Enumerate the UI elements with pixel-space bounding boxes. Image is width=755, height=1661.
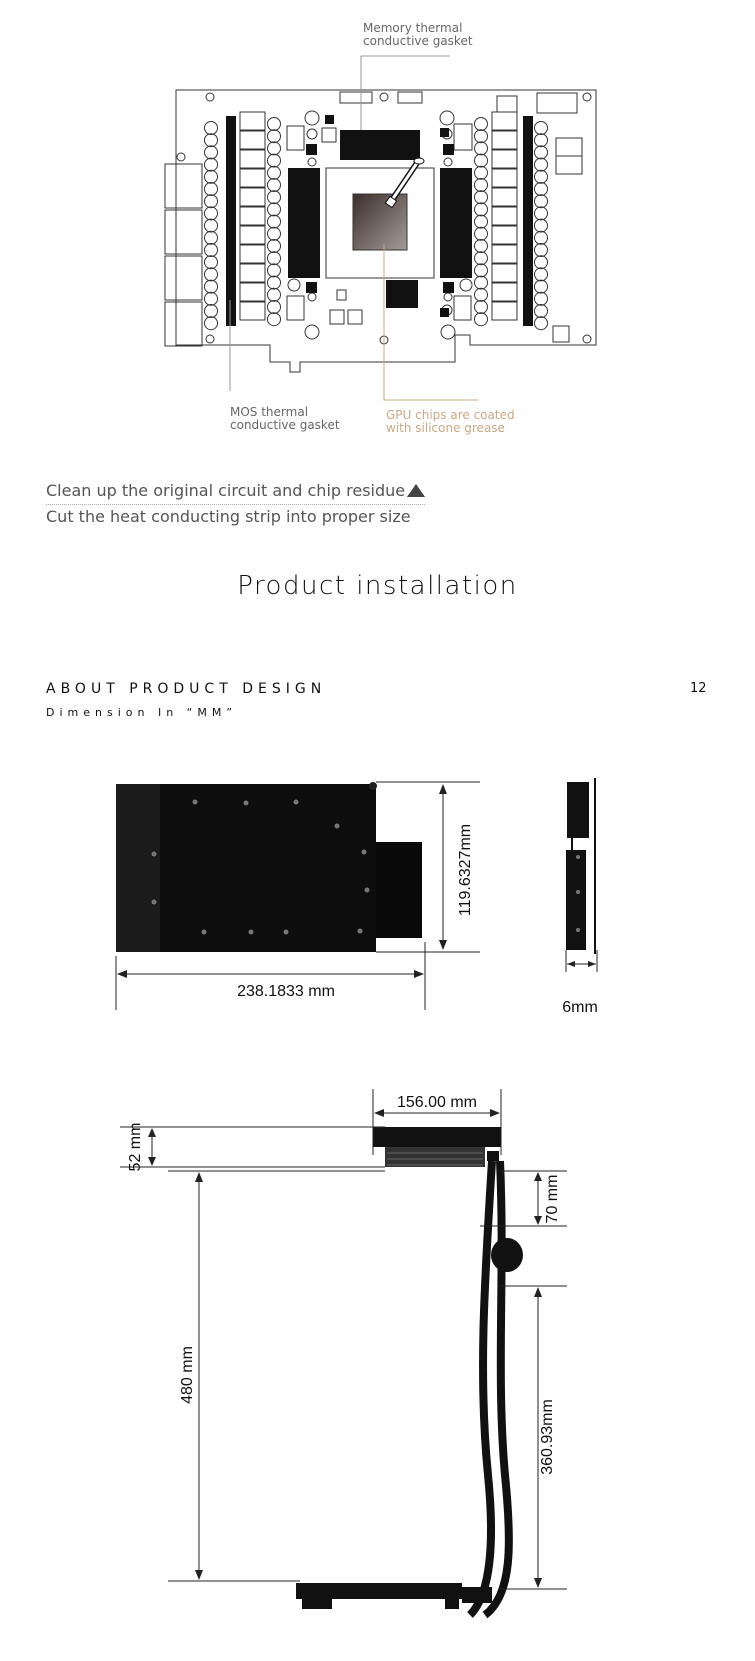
capacitor bbox=[268, 166, 281, 179]
callout-memory-line1: Memory thermal bbox=[363, 21, 463, 35]
capacitor bbox=[535, 170, 548, 183]
triangle-up-icon bbox=[407, 484, 425, 497]
right-capacitors-2 bbox=[475, 118, 488, 326]
step-1 bbox=[46, 478, 425, 505]
capacitor bbox=[268, 288, 281, 301]
callout-memory-line2: conductive gasket bbox=[363, 34, 473, 48]
capacitor bbox=[475, 203, 488, 216]
capacitor bbox=[205, 244, 218, 257]
radiator-fan bbox=[373, 1127, 501, 1147]
capacitor bbox=[475, 166, 488, 179]
dimension-drawing-top bbox=[0, 760, 755, 1020]
choke bbox=[492, 245, 517, 263]
choke bbox=[240, 169, 265, 187]
capacitor bbox=[205, 219, 218, 232]
capacitor bbox=[205, 170, 218, 183]
capacitor bbox=[268, 191, 281, 204]
capacitor bbox=[268, 276, 281, 289]
callout-mos-gasket bbox=[230, 406, 340, 432]
capacitor bbox=[475, 264, 488, 277]
capacitor bbox=[268, 142, 281, 155]
capacitor bbox=[535, 207, 548, 220]
capacitor bbox=[475, 142, 488, 155]
pump-bulb bbox=[491, 1238, 523, 1272]
capacitor bbox=[475, 130, 488, 143]
pcb-diagram bbox=[0, 0, 755, 440]
memory-chip-right bbox=[440, 168, 472, 278]
capacitor bbox=[268, 203, 281, 216]
capacitor bbox=[205, 231, 218, 244]
page-number: 12 bbox=[690, 681, 707, 696]
choke bbox=[492, 112, 517, 130]
capacitor bbox=[475, 240, 488, 253]
choke bbox=[240, 226, 265, 244]
side-view bbox=[566, 778, 595, 954]
capacitor bbox=[535, 305, 548, 318]
choke bbox=[240, 264, 265, 282]
gpu-die bbox=[353, 194, 407, 250]
choke bbox=[492, 169, 517, 187]
callout-gpu-line1: GPU chips are coated bbox=[386, 408, 515, 422]
dim-radiator-width-label: 156.00 mm bbox=[396, 1094, 478, 1111]
section-title: Product installation bbox=[237, 571, 518, 601]
pcb-drawing bbox=[0, 0, 755, 440]
capacitor bbox=[535, 122, 548, 135]
capacitor bbox=[205, 134, 218, 147]
step-1-text: Clean up the original circuit and chip residue bbox=[46, 481, 406, 500]
capacitor bbox=[268, 240, 281, 253]
capacitor bbox=[268, 313, 281, 326]
choke bbox=[492, 283, 517, 301]
capacitor bbox=[475, 227, 488, 240]
choke bbox=[240, 207, 265, 225]
capacitor bbox=[535, 183, 548, 196]
capacitor bbox=[475, 191, 488, 204]
capacitor bbox=[535, 317, 548, 330]
capacitor bbox=[535, 256, 548, 269]
dim-height-label: 119.6327mm bbox=[457, 823, 474, 917]
dim-tube-length-label: 480 mm bbox=[179, 1346, 196, 1404]
capacitor bbox=[205, 146, 218, 159]
capacitor bbox=[205, 305, 218, 318]
capacitor bbox=[205, 268, 218, 281]
capacitor bbox=[205, 280, 218, 293]
about-heading: ABOUT PRODUCT DESIGN bbox=[46, 681, 327, 697]
dim-tube-drop-label: 360.93mm bbox=[539, 1399, 556, 1475]
dim-radiator-thickness-label: 52 mm bbox=[127, 1122, 144, 1172]
choke bbox=[240, 150, 265, 168]
capacitor bbox=[475, 215, 488, 228]
capacitor bbox=[475, 301, 488, 314]
choke bbox=[492, 188, 517, 206]
dim-width-label: 238.1833 mm bbox=[237, 983, 335, 1000]
choke bbox=[492, 207, 517, 225]
capacitor bbox=[475, 118, 488, 131]
dim-thickness-label: 6mm bbox=[562, 999, 598, 1016]
capacitor bbox=[205, 158, 218, 171]
callout-mos-line2: conductive gasket bbox=[230, 418, 340, 432]
capacitor bbox=[268, 252, 281, 265]
dimension-drawing-radiator bbox=[0, 1075, 755, 1657]
capacitor bbox=[205, 183, 218, 196]
capacitor bbox=[205, 207, 218, 220]
choke bbox=[492, 150, 517, 168]
capacitor bbox=[268, 215, 281, 228]
capacitor bbox=[535, 244, 548, 257]
capacitor bbox=[535, 292, 548, 305]
capacitor bbox=[535, 280, 548, 293]
dimension-drawing-top-svg bbox=[0, 760, 755, 1020]
mos-strip-left bbox=[226, 116, 236, 326]
capacitor bbox=[535, 219, 548, 232]
capacitor bbox=[268, 179, 281, 192]
choke bbox=[240, 112, 265, 130]
memory-chip-left bbox=[288, 168, 320, 278]
choke bbox=[240, 131, 265, 149]
tube-1 bbox=[470, 1161, 492, 1615]
capacitor bbox=[205, 256, 218, 269]
capacitor bbox=[268, 227, 281, 240]
capacitor bbox=[268, 118, 281, 131]
mos-strip-right bbox=[523, 116, 533, 326]
capacitor bbox=[205, 292, 218, 305]
right-capacitors bbox=[535, 122, 548, 330]
capacitor bbox=[535, 158, 548, 171]
capacitor bbox=[535, 134, 548, 147]
left-chokes bbox=[240, 112, 265, 320]
capacitor bbox=[475, 276, 488, 289]
capacitor bbox=[268, 130, 281, 143]
callout-memory-gasket bbox=[363, 22, 473, 48]
memory-chip-bottom bbox=[386, 280, 418, 308]
choke bbox=[240, 188, 265, 206]
callout-mos-line1: MOS thermal bbox=[230, 405, 309, 419]
capacitor bbox=[475, 288, 488, 301]
capacitor bbox=[475, 154, 488, 167]
capacitor bbox=[475, 313, 488, 326]
dim-tube-offset-label: 70 mm bbox=[544, 1174, 561, 1224]
left-capacitors-2 bbox=[268, 118, 281, 326]
capacitor bbox=[535, 146, 548, 159]
capacitor bbox=[268, 154, 281, 167]
choke bbox=[240, 283, 265, 301]
capacitor bbox=[205, 122, 218, 135]
right-chokes bbox=[492, 112, 517, 320]
capacitor bbox=[205, 317, 218, 330]
choke bbox=[240, 302, 265, 320]
choke bbox=[240, 245, 265, 263]
callout-gpu-line2: with silicone grease bbox=[386, 421, 505, 435]
capacitor bbox=[535, 195, 548, 208]
choke bbox=[492, 226, 517, 244]
capacitor bbox=[475, 179, 488, 192]
capacitor bbox=[535, 231, 548, 244]
capacitor bbox=[268, 301, 281, 314]
choke bbox=[492, 131, 517, 149]
memory-chip-top bbox=[340, 130, 420, 160]
capacitor bbox=[535, 268, 548, 281]
capacitor bbox=[205, 195, 218, 208]
install-steps bbox=[46, 478, 425, 530]
dimension-drawing-radiator-svg bbox=[0, 1075, 755, 1657]
left-capacitors bbox=[205, 122, 218, 330]
choke bbox=[492, 264, 517, 282]
choke bbox=[492, 302, 517, 320]
dimension-subheading: Dimension In “MM” bbox=[46, 706, 238, 719]
step-2: Cut the heat conducting strip into proper size bbox=[46, 507, 411, 526]
bottom-block bbox=[296, 1583, 462, 1599]
capacitor bbox=[268, 264, 281, 277]
block-extension bbox=[376, 842, 422, 938]
callout-gpu-grease bbox=[386, 409, 515, 435]
capacitor bbox=[475, 252, 488, 265]
